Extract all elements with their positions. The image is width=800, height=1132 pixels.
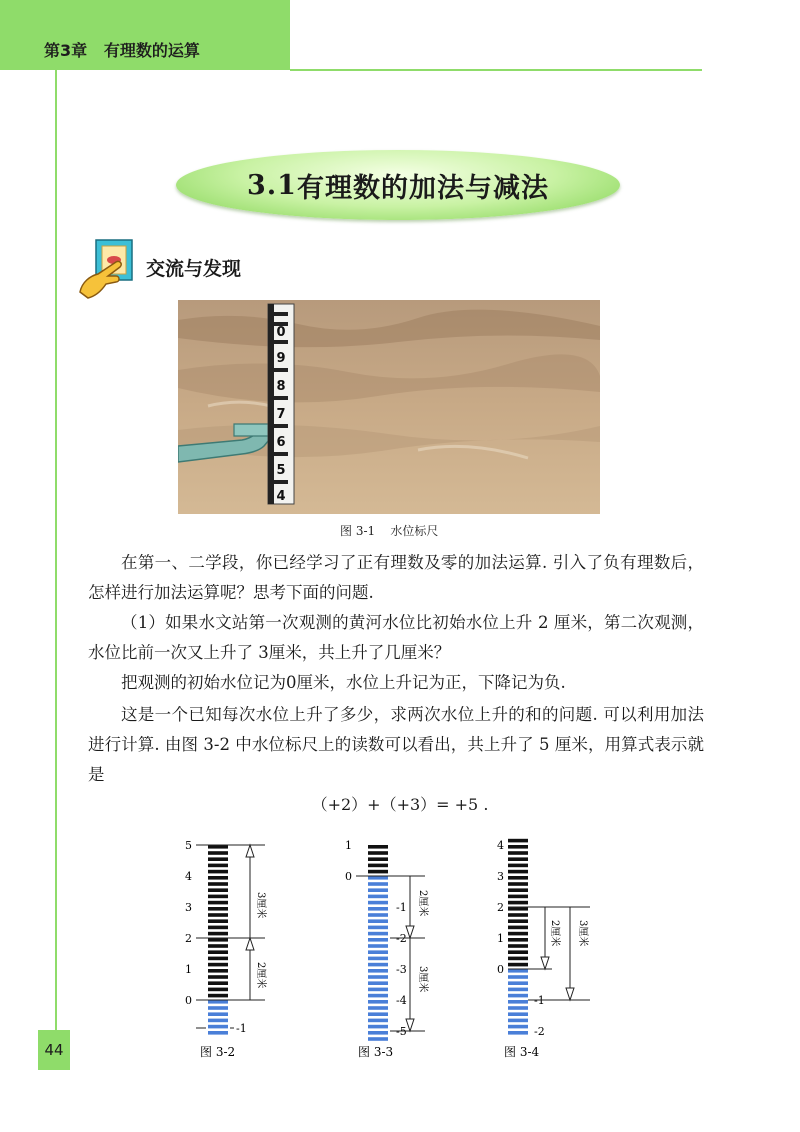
photo-caption: 图 3-1 水位标尺 [340, 524, 439, 538]
tick-label: 4 [497, 839, 504, 852]
gauge-stripe [508, 1019, 528, 1023]
gauge-stripe [508, 870, 528, 874]
gauge-stripe [508, 926, 528, 930]
gauge-stripe [508, 845, 528, 849]
gauge-stripe [208, 851, 228, 855]
gauge-stripe [208, 882, 228, 886]
page-number: 44 [38, 1030, 70, 1070]
gauge-stripe [208, 957, 228, 961]
gauge-stripe [208, 975, 228, 979]
paragraph: 这是一个已知每次水位上升了多少，求两次水位上升的和的问题. 可以利用加法进行计算. 由图 3-2 中水位标尺上的读数可以看出，共上升了 5 厘米，用算式表示就是 [88, 705, 704, 784]
gauge-stripe [208, 1000, 228, 1004]
tick-label: -2 [396, 932, 407, 945]
gauge-stripe [368, 907, 388, 911]
chapter-header [44, 38, 200, 61]
gauge-stripe [208, 1025, 228, 1029]
gauge-stripe [368, 870, 388, 874]
water-gauge-scale [368, 845, 388, 1041]
tick-label: -4 [396, 994, 407, 1007]
gauge-stripe [508, 1012, 528, 1016]
gauge-stripe [368, 994, 388, 998]
tick-label: 2 [185, 932, 192, 945]
figure-3-3 [330, 820, 480, 1060]
equation: （+2）+（+3）= +5 . [311, 795, 489, 814]
gauge-stripe [508, 876, 528, 880]
reference-lines [356, 876, 425, 1031]
gauge-stripe [508, 907, 528, 911]
gauge-stripe [508, 864, 528, 868]
gauge-stripe [368, 957, 388, 961]
figure-caption: 图 3-2 [200, 1045, 236, 1059]
gauge-stripe [368, 845, 388, 849]
tick-label: -1 [534, 994, 545, 1007]
gauge-stripe [208, 913, 228, 917]
tick-label: 0 [185, 994, 192, 1007]
gauge-stripe [368, 981, 388, 985]
arrow-label: 3厘米 [255, 892, 266, 919]
arrow-label: 3厘米 [417, 966, 428, 993]
gauge-stripe [208, 919, 228, 923]
gauge-stripe [508, 919, 528, 923]
water-gauge-scale [208, 845, 228, 1035]
gauge-stripe [508, 944, 528, 948]
header-rule [290, 69, 702, 71]
gauge-stripe [508, 857, 528, 861]
gauge-stripe [508, 1031, 528, 1035]
tick-label: -1 [396, 901, 407, 914]
margin-rule [55, 70, 57, 1030]
paragraph: 在第一、二学段，你已经学习了正有理数及零的加法运算. 引入了负有理数后，怎样进行加法运算呢？思考下面的问题. [88, 553, 704, 602]
gauge-number: 0 [276, 325, 286, 340]
figure-caption: 图 3-3 [358, 1045, 394, 1059]
gauge-stripe [508, 994, 528, 998]
gauge-stripe [208, 981, 228, 985]
gauge-stripe [208, 1006, 228, 1010]
gauge-stripe [508, 988, 528, 992]
paragraph: 把观测的初始水位记为0厘米，水位上升记为正，下降记为负. [121, 673, 566, 692]
gauge-stripe [368, 876, 388, 880]
tick-label: -2 [534, 1025, 545, 1038]
gauge-stripe [508, 950, 528, 954]
arrow-2cm [541, 907, 562, 969]
tick-label: 5 [185, 839, 192, 852]
gauge-stripe [208, 857, 228, 861]
gauge-stripe [368, 1025, 388, 1029]
gauge-stripe [508, 938, 528, 942]
tick-label: 4 [185, 870, 192, 883]
gauge-number: 9 [276, 351, 286, 366]
gauge-stripe [368, 888, 388, 892]
gauge-stripe [368, 944, 388, 948]
arrow-2cm [406, 876, 430, 938]
gauge-stripe [368, 938, 388, 942]
section-title-text: 有理数的加法与减法 [296, 172, 549, 204]
gauge-stripe [508, 932, 528, 936]
gauge-stripe [368, 950, 388, 954]
tick-label: 3 [497, 870, 504, 883]
gauge-stripe [508, 851, 528, 855]
gauge-stripe [508, 963, 528, 967]
gauge-stripe [208, 994, 228, 998]
gauge-stripe [368, 851, 388, 855]
gauge-stripe [208, 870, 228, 874]
tick-label: 0 [345, 870, 352, 883]
arrow-2cm [246, 938, 268, 1000]
tick-label: 1 [497, 932, 504, 945]
arrow-3cm [406, 938, 430, 1031]
gauge-number: 8 [276, 379, 286, 394]
gauge-stripe [208, 876, 228, 880]
gauge-stripe [508, 1025, 528, 1029]
gauge-stripe [368, 882, 388, 886]
gauge-stripe [368, 919, 388, 923]
gauge-stripe [368, 1006, 388, 1010]
gauge-stripe [208, 988, 228, 992]
gauge-stripe [368, 857, 388, 861]
reference-lines [196, 845, 265, 1028]
gauge-stripe [208, 938, 228, 942]
gauge-number: 6 [276, 435, 286, 450]
gauge-stripe [368, 926, 388, 930]
gauge-stripe [368, 1012, 388, 1016]
gauge-stripe [508, 882, 528, 886]
gauge-stripe [368, 864, 388, 868]
gauge-stripe [368, 1019, 388, 1023]
gauge-stripe [208, 1012, 228, 1016]
arrow-3cm [246, 845, 268, 938]
gauge-stripe [508, 981, 528, 985]
water-gauge-photo [178, 300, 600, 514]
gauge-stripe [208, 950, 228, 954]
chapter-number: 第3章 [44, 41, 88, 60]
gauge-stripe [368, 932, 388, 936]
chapter-title: 有理数的运算 [103, 41, 200, 60]
gauge-stripe [508, 839, 528, 843]
gauge-number: 4 [276, 489, 286, 504]
gauge-stripe [368, 895, 388, 899]
gauge-stripe [208, 963, 228, 967]
gauge-stripe [368, 988, 388, 992]
tick-label: 3 [185, 901, 192, 914]
gauge-stripe [208, 864, 228, 868]
tick-label: -3 [396, 963, 407, 976]
gauge-stripe [368, 913, 388, 917]
tick-label: 1 [185, 963, 192, 976]
paragraph: （1）如果水文站第一次观测的黄河水位比初始水位上升 2 厘米，第二次观测，水位比前一次又上升了 3厘米，共上升了几厘米？ [88, 613, 704, 662]
gauge-stripe [208, 926, 228, 930]
figure-3-4 [490, 820, 640, 1060]
gauge-stripe [208, 888, 228, 892]
gauge-number: 7 [276, 407, 286, 422]
gauge-stripe [208, 907, 228, 911]
gauge-stripe [208, 895, 228, 899]
tick-label: -1 [236, 1022, 247, 1035]
section-heading: 交流与发现 [146, 258, 242, 280]
gauge-stripe [368, 969, 388, 973]
section-number: 3.1 [247, 169, 297, 201]
gauge-stripe [508, 913, 528, 917]
gauge-stripe [208, 901, 228, 905]
gauge-stripe [368, 1037, 388, 1041]
arrow-label: 2厘米 [549, 920, 560, 947]
gauge-stripe [368, 975, 388, 979]
figure-3-2 [170, 820, 320, 1060]
gauge-stripe [508, 969, 528, 973]
gauge-number: 5 [276, 463, 286, 478]
gauge-stripe [208, 845, 228, 849]
gauge-stripe [508, 895, 528, 899]
tick-label: 2 [497, 901, 504, 914]
tick-label: 1 [345, 839, 352, 852]
gauge-stripe [368, 1031, 388, 1035]
tick-label: 0 [497, 963, 504, 976]
figure-caption: 图 3-4 [504, 1045, 540, 1059]
gauge-stripe [508, 888, 528, 892]
gauge-stripe [508, 975, 528, 979]
arrow-label: 2厘米 [255, 962, 266, 989]
tick-labels [185, 839, 247, 1035]
gauge-stripe [208, 944, 228, 948]
gauge-stripe [508, 1006, 528, 1010]
arrow-3cm [566, 907, 590, 1000]
gauge-stripe [368, 901, 388, 905]
gauge-stripe [208, 1019, 228, 1023]
section-title [176, 150, 620, 220]
pointing-hand-icon [76, 238, 138, 302]
gauge-stripe [508, 1000, 528, 1004]
gauge-stripe [368, 1000, 388, 1004]
tick-label: -5 [396, 1025, 407, 1038]
gauge-stripe [208, 932, 228, 936]
gauge-stripe [368, 963, 388, 967]
arrow-label: 2厘米 [417, 890, 428, 917]
water-gauge-scale [508, 839, 528, 1035]
gauge-stripe [508, 957, 528, 961]
gauge-stripe [508, 901, 528, 905]
gauge-stripe [208, 1031, 228, 1035]
gauge-stripe [208, 969, 228, 973]
arrow-label: 3厘米 [577, 920, 588, 947]
